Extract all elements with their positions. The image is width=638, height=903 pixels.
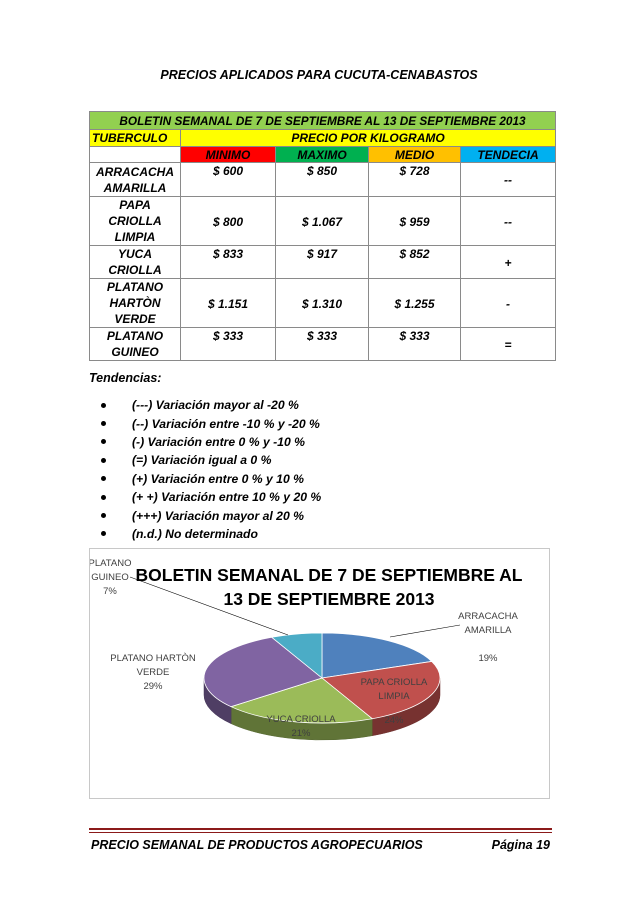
slice-percent: 29%: [143, 681, 163, 692]
list-item: [95, 396, 321, 414]
slice-label: AMARILLA: [464, 625, 512, 636]
product-name-line: PAPA: [119, 198, 151, 212]
product-name-line: VERDE: [114, 312, 156, 326]
slice-label: ARRACACHA: [458, 611, 518, 622]
bullet-icon: [101, 403, 106, 408]
bullet-icon: [101, 458, 106, 463]
table-row: [90, 279, 556, 328]
list-item: [95, 488, 321, 506]
tendencia-text: (---) Variación mayor al -20 %: [132, 398, 299, 413]
tendencia-text: (+++) Variación mayor al 20 %: [132, 508, 304, 523]
product-name: [90, 197, 181, 246]
tendencias-title: Tendencias:: [89, 371, 162, 385]
col-product-header: TUBERCULO: [90, 130, 181, 147]
price-max-cell: $ 917: [276, 246, 369, 279]
price-med-cell: $ 852: [369, 246, 461, 279]
slice-percent: 21%: [291, 728, 311, 739]
bullet-icon: [101, 531, 106, 536]
list-item: [95, 433, 321, 451]
table-row: [90, 197, 556, 246]
tendencia-text: (n.d.) No determinado: [132, 526, 258, 541]
price-max-cell: $ 850: [276, 163, 369, 197]
chart-title-line: BOLETIN SEMANAL DE 7 DE SEPTIEMBRE AL: [135, 565, 523, 585]
product-name-line: LIMPIA: [114, 230, 156, 244]
price-table: [89, 111, 556, 361]
list-item: [95, 506, 321, 524]
product-name-line: CRIOLLA: [108, 214, 162, 228]
product-name-line: PLATANO: [106, 329, 164, 343]
col-price-header: PRECIO POR KILOGRAMO: [181, 130, 556, 147]
col-min-header: MINIMO: [181, 147, 276, 163]
price-med-cell: $ 1.255: [369, 279, 461, 328]
table-row: [90, 246, 556, 279]
list-item: [95, 451, 321, 469]
list-item: [95, 414, 321, 432]
tendencia-text: (-) Variación entre 0 % y -10 %: [132, 434, 305, 449]
tendencia-text: (+ +) Variación entre 10 % y 20 %: [132, 490, 322, 505]
price-max-cell: $ 1.310: [276, 279, 369, 328]
bullet-icon: [101, 495, 106, 500]
price-trend-cell: --: [461, 197, 556, 246]
tendencia-text: (--) Variación entre -10 % y -20 %: [132, 416, 320, 431]
slice-percent: 19%: [478, 653, 498, 664]
slice-label: PAPA CRIOLLA: [360, 677, 428, 688]
price-min-cell: $ 1.151: [181, 279, 276, 328]
leader-line: [390, 625, 460, 637]
product-name-line: HARTÒN: [109, 296, 161, 310]
bullet-icon: [101, 439, 106, 444]
slice-label: YUCA CRIOLLA: [266, 714, 336, 725]
price-med-cell: $ 959: [369, 197, 461, 246]
slice-label: PLATANO HARTÒN: [110, 653, 196, 664]
price-trend-cell: --: [461, 163, 556, 197]
tendencia-text: (=) Variación igual a 0 %: [132, 453, 272, 468]
footer-page-number: Página 19: [491, 838, 550, 852]
price-trend-cell: -: [461, 279, 556, 328]
price-min-cell: $ 833: [181, 246, 276, 279]
product-name-line: AMARILLA: [103, 180, 167, 195]
price-med-cell: $ 728: [369, 163, 461, 197]
list-item: [95, 470, 321, 488]
price-max-cell: $ 333: [276, 328, 369, 361]
product-name: [90, 163, 181, 197]
table-row: [90, 163, 556, 197]
product-name-line: YUCA: [117, 247, 152, 261]
table-row: [90, 328, 556, 361]
price-min-cell: $ 800: [181, 197, 276, 246]
price-max-cell: $ 1.067: [276, 197, 369, 246]
pie-chart: [89, 548, 550, 799]
col-trend-header: TENDECIA: [461, 147, 556, 163]
tendencias-list: [95, 396, 321, 543]
page-title: PRECIOS APLICADOS PARA CUCUTA-CENABASTOS: [160, 68, 478, 82]
product-name: [90, 328, 181, 361]
price-min-cell: $ 600: [181, 163, 276, 197]
product-name-line: ARRACACHA: [96, 164, 174, 179]
slice-label: PLATANO: [90, 558, 132, 569]
bulletin-header: BOLETIN SEMANAL DE 7 DE SEPTIEMBRE AL 13 DE SEPTIEMBRE 2013: [90, 112, 556, 130]
product-name: [90, 279, 181, 328]
list-item: [95, 525, 321, 543]
slice-percent: 24%: [384, 715, 404, 726]
footer-rule: [89, 828, 552, 830]
col-empty-header: [90, 147, 181, 163]
col-med-header: MEDIO: [369, 147, 461, 163]
price-min-cell: $ 333: [181, 328, 276, 361]
bullet-icon: [101, 513, 106, 518]
product-name-line: CRIOLLA: [108, 263, 162, 277]
price-trend-cell: =: [461, 328, 556, 361]
slice-label: LIMPIA: [378, 691, 410, 702]
slice-label: GUINEO: [91, 572, 129, 583]
bullet-icon: [101, 476, 106, 481]
slice-label: VERDE: [136, 667, 170, 678]
slice-percent: 7%: [103, 586, 117, 597]
price-med-cell: $ 333: [369, 328, 461, 361]
product-name: [90, 246, 181, 279]
footer-left: PRECIO SEMANAL DE PRODUCTOS AGROPECUARIOS: [91, 838, 423, 852]
pie-chart-svg: [90, 549, 549, 798]
col-max-header: MAXIMO: [276, 147, 369, 163]
footer-rule-thin: [89, 832, 552, 833]
product-name-line: GUINEO: [111, 345, 159, 359]
price-trend-cell: +: [461, 246, 556, 279]
product-name-line: PLATANO: [106, 280, 164, 294]
chart-title-line: 13 DE SEPTIEMBRE 2013: [223, 589, 435, 609]
tendencia-text: (+) Variación entre 0 % y 10 %: [132, 471, 304, 486]
bullet-icon: [101, 421, 106, 426]
